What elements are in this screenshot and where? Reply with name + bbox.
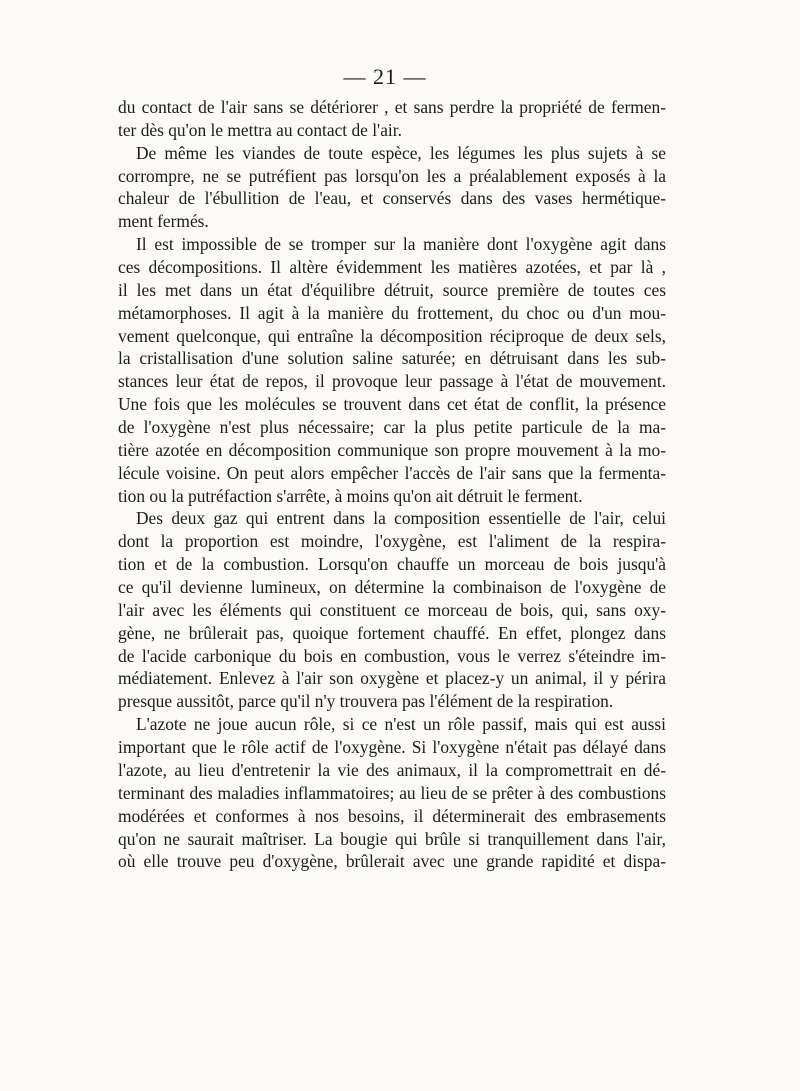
text-line: l'air avec les éléments qui constituent ce morceau de bois, qui, sans oxy- [118,599,666,620]
text-line: ces décompositions. Il altère évidemment les matières azotées, et par là , [118,257,666,278]
page-number: — 21 — [343,64,427,89]
body-text [118,96,666,873]
text-line: de l'oxygène n'est plus nécessaire; car la plus petite particule de la ma- [118,417,666,438]
text-line: Des deux gaz qui entrent dans la composition essentielle de l'air, celui [136,508,666,529]
text-line: du contact de l'air sans se détériorer , et sans perdre la propriété de fermen- [118,97,666,117]
text-line: Il est impossible de se tromper sur la manière dont l'oxygène agit dans [136,234,666,255]
text-line: ce qu'il devienne lumineux, on détermine la combinaison de l'oxygène de [118,577,666,598]
text-line: ment fermés. [118,211,209,232]
text-line: tion et de la combustion. Lorsqu'on chauffe un morceau de bois jusqu'à [118,554,666,575]
text-line: lécule voisine. On peut alors empêcher l'accès de l'air sans que la fermenta- [118,462,666,483]
text-line: vement quelconque, qui entraîne la décomposition réciproque de deux sels, [118,325,666,346]
text-line: qu'on ne saurait maîtriser. La bougie qui brûle si tranquillement dans l'air, [118,828,666,849]
text-line: Une fois que les molécules se trouvent dans cet état de conflit, la présence [118,394,666,415]
text-line: presque aussitôt, parce qu'il n'y trouvera pas l'élément de la respiration. [118,691,614,712]
text-line: tion ou la putréfaction s'arrête, à moins qu'on ait détruit le ferment. [118,485,583,506]
text-line: terminant des maladies inflammatoires; au lieu de se prêter à des combustions [118,782,666,803]
text-line: stances leur état de repos, il provoque leur passage à l'état de mouvement. [118,371,666,392]
text-line: chaleur de l'ébullition de l'eau, et conservés dans des vases hermétique- [118,188,666,209]
text-line: L'azote ne joue aucun rôle, si ce n'est un rôle passif, mais qui est aussi [136,714,666,735]
text-line: métamorphoses. Il agit à la manière du frottement, du choc ou d'un mou- [118,302,666,323]
text-line: ter dès qu'on le mettra au contact de l'air. [118,119,402,140]
text-line: corrompre, ne se putréfient pas lorsqu'on les a préalablement exposés à la [118,165,666,186]
text-line: l'azote, au lieu d'entretenir la vie des animaux, il la compromettrait en dé- [118,759,666,780]
text-line: la cristallisation d'une solution saline saturée; en détruisant dans les sub- [118,348,666,369]
text-line: de l'acide carbonique du bois en combustion, vous le verrez s'éteindre im- [118,645,666,666]
text-line: tière azotée en décomposition communique son propre mouvement à la mo- [118,439,666,460]
text-line: médiatement. Enlevez à l'air son oxygène et placez-y un animal, il y périra [118,668,666,689]
text-line: De même les viandes de toute espèce, les légumes les plus sujets à se [136,142,666,163]
text-line: modérées et conformes à nos besoins, il déterminerait des embrasements [118,805,666,826]
text-line: important que le rôle actif de l'oxygène. Si l'oxygène n'était pas délayé dans [118,737,666,758]
text-line: dont la proportion est moindre, l'oxygène, est l'aliment de la respira- [118,531,666,552]
text-line: où elle trouve peu d'oxygène, brûlerait avec une grande rapidité et dispa- [118,851,666,872]
text-line: il les met dans un état d'équilibre détruit, source première de toutes ces [118,279,666,300]
text-line: gène, ne brûlerait pas, quoique fortement chauffé. En effet, plongez dans [118,622,666,643]
